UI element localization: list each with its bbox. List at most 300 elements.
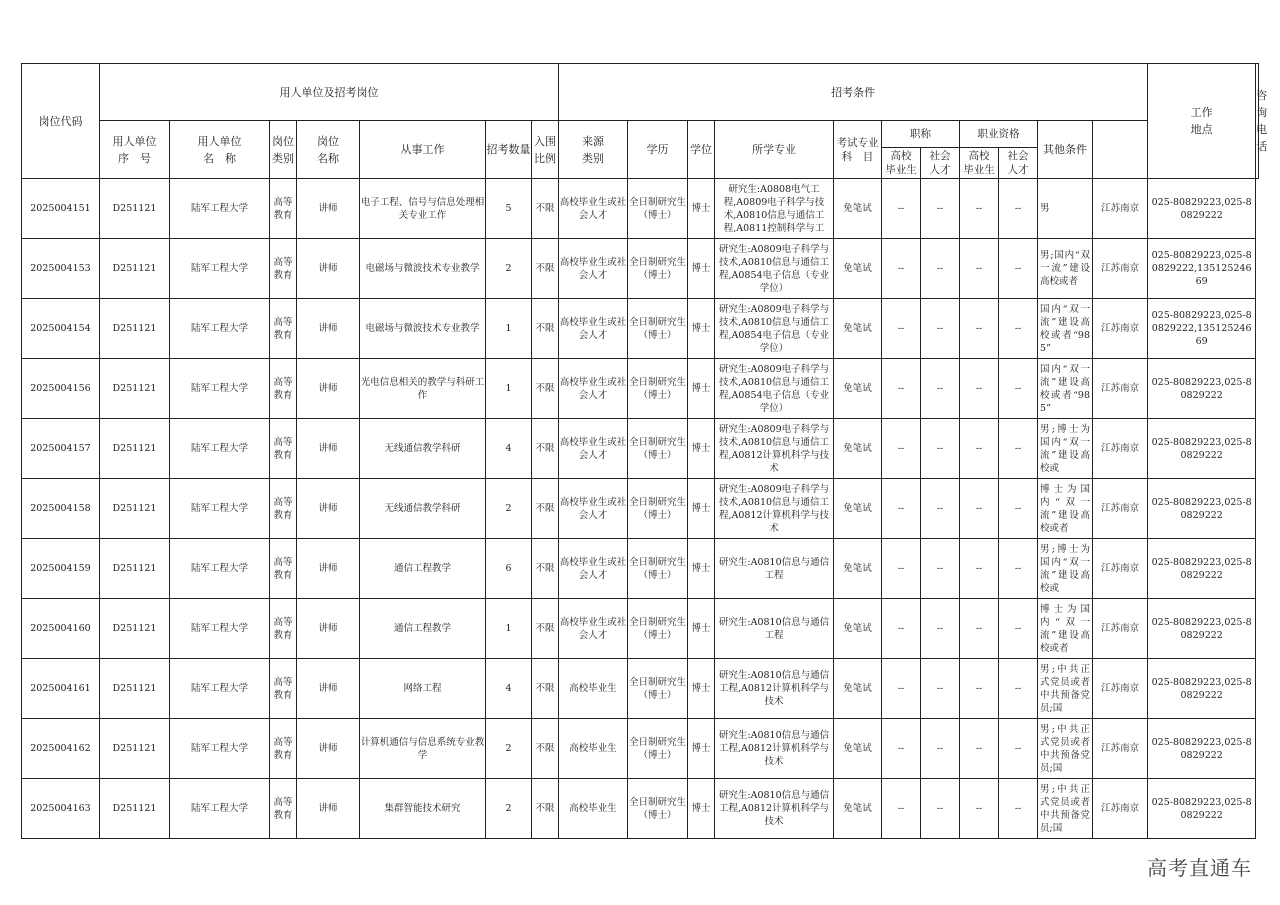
post-type-cell	[270, 239, 297, 299]
source-cell-text: 高校毕业生或社会人才	[559, 616, 627, 641]
degree-cell	[688, 419, 715, 479]
unit-serial-cell-text: D251121	[112, 443, 157, 454]
work-location-cell	[1093, 539, 1148, 599]
major-cell-text: 研究生:A0810信息与通信工程,A0812计算机科学与技术	[718, 730, 830, 767]
title-social-cell	[921, 599, 960, 659]
quota-cell-text: 6	[505, 563, 512, 574]
quota-cell	[486, 359, 532, 419]
major-cell	[715, 659, 834, 719]
quota-cell	[486, 179, 532, 239]
post-type-cell	[270, 179, 297, 239]
unit-serial-cell	[100, 419, 170, 479]
education-cell-text: 全日制研究生（博士）	[629, 736, 687, 761]
post-code-cell-text: 2025004157	[30, 443, 91, 454]
major-cell	[715, 239, 834, 299]
unit-name-cell-text: 陆军工程大学	[190, 683, 248, 694]
header-ratio: 入围 比例	[532, 121, 559, 179]
other-conditions-cell-text: 国内“双一流”建设高校或者“985”	[1040, 363, 1091, 414]
title-grad-cell-text: --	[897, 803, 905, 814]
header-other: 其他条件	[1038, 121, 1093, 179]
work-location-cell	[1093, 299, 1148, 359]
phone-cell	[1148, 419, 1256, 479]
header-post-name: 岗位 名称	[297, 121, 360, 179]
major-cell	[715, 299, 834, 359]
qual-social-cell	[999, 599, 1038, 659]
watermark: 高考直通车	[1147, 856, 1252, 880]
source-cell-text: 高校毕业生或社会人才	[559, 196, 627, 221]
post-code-cell	[22, 539, 100, 599]
title-social-cell-text: --	[936, 683, 944, 694]
post-code-cell-text: 2025004163	[30, 803, 91, 814]
ratio-cell-text: 不限	[535, 803, 555, 814]
qual-social-cell	[999, 659, 1038, 719]
major-cell	[715, 419, 834, 479]
other-conditions-cell-text: 男;中共正式党员或者中共预备党员;国	[1040, 723, 1091, 774]
quota-cell-text: 2	[505, 263, 512, 274]
unit-serial-cell	[100, 479, 170, 539]
post-type-cell	[270, 359, 297, 419]
phone-cell-text: 025-80829223,025-80829222	[1151, 616, 1252, 641]
work-location-cell-text: 江苏南京	[1101, 383, 1140, 394]
post-name-cell-text: 讲师	[318, 743, 338, 754]
table-row	[22, 179, 1259, 239]
degree-cell-text: 博士	[691, 563, 711, 574]
title-grad-cell	[882, 539, 921, 599]
work-location-cell	[1093, 659, 1148, 719]
other-conditions-cell	[1038, 659, 1093, 719]
phone-cell-text: 025-80829223,025-80829222	[1151, 436, 1252, 461]
major-cell-text: 研究生:A0809电子科学与技术,A0810信息与通信工程,A0854电子信息（专业学位）	[718, 363, 830, 414]
title-grad-cell	[882, 659, 921, 719]
title-grad-cell-text: --	[897, 623, 905, 634]
unit-name-cell-text: 陆军工程大学	[190, 263, 248, 274]
qual-social-cell-text: --	[1014, 623, 1022, 634]
education-cell-text: 全日制研究生（博士）	[629, 556, 687, 581]
degree-cell-text: 博士	[691, 803, 711, 814]
quota-cell-text: 2	[505, 503, 512, 514]
unit-serial-cell-text: D251121	[112, 683, 157, 694]
title-social-cell	[921, 779, 960, 839]
unit-name-cell	[170, 419, 270, 479]
qual-social-cell-text: --	[1014, 563, 1022, 574]
qual-grad-cell-text: --	[975, 563, 983, 574]
post-name-cell-text: 讲师	[318, 203, 338, 214]
title-social-cell-text: --	[936, 323, 944, 334]
title-social-cell-text: --	[936, 263, 944, 274]
post-name-cell-text: 讲师	[318, 683, 338, 694]
table-row	[22, 659, 1259, 719]
other-conditions-cell-text: 男;中共正式党员或者中共预备党员;国	[1040, 663, 1091, 714]
qual-grad-cell-text: --	[975, 743, 983, 754]
work-location-cell-text: 江苏南京	[1101, 323, 1140, 334]
post-type-cell	[270, 539, 297, 599]
title-grad-cell	[882, 299, 921, 359]
post-name-cell	[297, 659, 360, 719]
exam-cell-text: 免笔试	[843, 803, 872, 814]
quota-cell-text: 4	[505, 443, 512, 454]
header-title-grad: 高校 毕业生	[882, 148, 921, 179]
ratio-cell	[532, 299, 559, 359]
major-cell	[715, 779, 834, 839]
qual-social-cell-text: --	[1014, 683, 1022, 694]
title-social-cell	[921, 719, 960, 779]
other-conditions-cell	[1038, 719, 1093, 779]
title-social-cell-text: --	[936, 203, 944, 214]
post-code-cell-text: 2025004161	[30, 683, 91, 694]
work-location-cell	[1093, 239, 1148, 299]
qual-social-cell	[999, 419, 1038, 479]
header-unit-serial: 用人单位 序 号	[100, 121, 170, 179]
source-cell-text: 高校毕业生或社会人才	[559, 496, 627, 521]
title-social-cell	[921, 479, 960, 539]
work-cell-text: 通信工程教学	[393, 563, 451, 574]
major-cell	[715, 539, 834, 599]
quota-cell	[486, 659, 532, 719]
quota-cell	[486, 239, 532, 299]
unit-name-cell	[170, 659, 270, 719]
quota-cell	[486, 299, 532, 359]
title-grad-cell	[882, 779, 921, 839]
qual-grad-cell	[960, 719, 999, 779]
ratio-cell	[532, 359, 559, 419]
education-cell	[628, 299, 688, 359]
title-grad-cell-text: --	[897, 563, 905, 574]
exam-cell	[834, 239, 882, 299]
header-exam: 考试专业 科 目	[834, 121, 882, 179]
qual-social-cell	[999, 479, 1038, 539]
title-social-cell	[921, 659, 960, 719]
education-cell	[628, 779, 688, 839]
source-cell-text: 高校毕业生或社会人才	[559, 376, 627, 401]
exam-cell-text: 免笔试	[843, 743, 872, 754]
ratio-cell-text: 不限	[535, 263, 555, 274]
work-location-cell-text: 江苏南京	[1101, 623, 1140, 634]
phone-cell	[1148, 359, 1256, 419]
post-code-cell	[22, 359, 100, 419]
ratio-cell	[532, 239, 559, 299]
post-name-cell	[297, 239, 360, 299]
education-cell-text: 全日制研究生（博士）	[629, 196, 687, 221]
work-location-cell-text: 江苏南京	[1101, 203, 1140, 214]
major-cell	[715, 599, 834, 659]
other-conditions-cell-text: 博士为国内“双一流”建设高校或者	[1040, 483, 1091, 534]
unit-serial-cell-text: D251121	[112, 503, 157, 514]
phone-cell	[1148, 779, 1256, 839]
unit-name-cell-text: 陆军工程大学	[190, 563, 248, 574]
qual-grad-cell-text: --	[975, 263, 983, 274]
qual-social-cell	[999, 299, 1038, 359]
other-conditions-cell-text: 博士为国内“双一流”建设高校或者	[1040, 603, 1091, 654]
exam-cell	[834, 419, 882, 479]
unit-serial-cell	[100, 659, 170, 719]
post-name-cell-text: 讲师	[318, 803, 338, 814]
major-cell-text: 研究生:A0808电气工程,A0809电子科学与技术,A0810信息与通信工程,A0811控制科学与工	[723, 183, 825, 234]
header-phone: 咨询电话	[1256, 64, 1259, 179]
ratio-cell-text: 不限	[535, 383, 555, 394]
title-grad-cell	[882, 419, 921, 479]
unit-name-cell	[170, 299, 270, 359]
title-grad-cell-text: --	[897, 263, 905, 274]
education-cell-text: 全日制研究生（博士）	[629, 316, 687, 341]
title-grad-cell	[882, 479, 921, 539]
title-social-cell-text: --	[936, 743, 944, 754]
quota-cell	[486, 719, 532, 779]
post-name-cell-text: 讲师	[318, 383, 338, 394]
header-employer-group: 用人单位及招考岗位	[100, 64, 559, 121]
ratio-cell	[532, 779, 559, 839]
major-cell-text: 研究生:A0809电子科学与技术,A0810信息与通信工程,A0854电子信息（专业学位）	[718, 243, 830, 294]
major-cell	[715, 359, 834, 419]
quota-cell-text: 2	[505, 803, 512, 814]
header-source: 来源 类别	[559, 121, 628, 179]
degree-cell	[688, 539, 715, 599]
qual-social-cell	[999, 779, 1038, 839]
work-cell-text: 集群智能技术研究	[384, 803, 461, 814]
table-row	[22, 779, 1259, 839]
work-location-cell-text: 江苏南京	[1101, 503, 1140, 514]
qual-social-cell-text: --	[1014, 203, 1022, 214]
degree-cell-text: 博士	[691, 203, 711, 214]
ratio-cell-text: 不限	[535, 323, 555, 334]
quota-cell	[486, 539, 532, 599]
header-qual-grad: 高校 毕业生	[960, 148, 999, 179]
post-code-cell	[22, 479, 100, 539]
degree-cell	[688, 479, 715, 539]
work-cell-text: 电磁场与微波技术专业教学	[365, 263, 480, 274]
title-social-cell-text: --	[936, 623, 944, 634]
header-quota: 招考数量	[486, 121, 532, 179]
work-cell	[360, 479, 486, 539]
phone-cell	[1148, 599, 1256, 659]
exam-cell	[834, 659, 882, 719]
header-work: 从事工作	[360, 121, 486, 179]
work-location-cell	[1093, 419, 1148, 479]
table-row	[22, 479, 1259, 539]
post-name-cell	[297, 719, 360, 779]
source-cell	[559, 659, 628, 719]
ratio-cell-text: 不限	[535, 443, 555, 454]
major-cell-text: 研究生:A0809电子科学与技术,A0810信息与通信工程,A0812计算机科学与技术	[718, 423, 830, 474]
header-degree: 学位	[688, 121, 715, 179]
post-code-cell	[22, 419, 100, 479]
qual-grad-cell	[960, 539, 999, 599]
post-code-cell-text: 2025004160	[30, 623, 91, 634]
quota-cell	[486, 479, 532, 539]
source-cell-text: 高校毕业生	[569, 743, 617, 754]
post-code-cell-text: 2025004153	[30, 263, 91, 274]
unit-serial-cell	[100, 779, 170, 839]
post-code-cell-text: 2025004162	[30, 743, 91, 754]
title-grad-cell-text: --	[897, 503, 905, 514]
post-name-cell	[297, 179, 360, 239]
unit-name-cell	[170, 179, 270, 239]
degree-cell	[688, 239, 715, 299]
work-location-cell	[1093, 359, 1148, 419]
major-cell-text: 研究生:A0810信息与通信工程,A0812计算机科学与技术	[718, 790, 830, 827]
phone-cell-text: 025-80829223,025-80829222	[1151, 196, 1252, 221]
title-social-cell-text: --	[936, 503, 944, 514]
education-cell	[628, 719, 688, 779]
phone-cell-text: 025-80829223,025-80829222,13512524669	[1151, 310, 1252, 347]
exam-cell	[834, 179, 882, 239]
unit-serial-cell-text: D251121	[112, 383, 157, 394]
degree-cell	[688, 719, 715, 779]
title-grad-cell	[882, 719, 921, 779]
work-location-cell-text: 江苏南京	[1101, 743, 1140, 754]
work-cell-text: 通信工程教学	[393, 623, 451, 634]
major-cell-text: 研究生:A0809电子科学与技术,A0810信息与通信工程,A0854电子信息（专业学位）	[718, 303, 830, 354]
other-conditions-cell	[1038, 179, 1093, 239]
exam-cell	[834, 479, 882, 539]
post-name-cell-text: 讲师	[318, 263, 338, 274]
unit-serial-cell	[100, 299, 170, 359]
source-cell-text: 高校毕业生或社会人才	[559, 556, 627, 581]
work-cell-text: 计算机通信与信息系统专业教学	[360, 736, 485, 761]
work-cell	[360, 299, 486, 359]
work-cell-text: 电子工程、信号与信息处理相关专业工作	[360, 196, 485, 221]
title-grad-cell-text: --	[897, 323, 905, 334]
post-type-cell-text: 高等教育	[273, 796, 293, 821]
source-cell	[559, 719, 628, 779]
ratio-cell-text: 不限	[535, 683, 555, 694]
qual-grad-cell-text: --	[975, 203, 983, 214]
header-title-social: 社会 人才	[921, 148, 960, 179]
degree-cell	[688, 779, 715, 839]
header-education: 学历	[628, 121, 688, 179]
unit-serial-cell	[100, 539, 170, 599]
other-conditions-cell	[1038, 359, 1093, 419]
qual-grad-cell	[960, 479, 999, 539]
post-type-cell-text: 高等教育	[273, 556, 293, 581]
table-row	[22, 539, 1259, 599]
title-social-cell	[921, 299, 960, 359]
title-grad-cell	[882, 359, 921, 419]
phone-cell-text: 025-80829223,025-80829222	[1151, 556, 1252, 581]
unit-serial-cell-text: D251121	[112, 743, 157, 754]
education-cell	[628, 179, 688, 239]
post-name-cell-text: 讲师	[318, 623, 338, 634]
degree-cell-text: 博士	[691, 263, 711, 274]
major-cell-text: 研究生:A0810信息与通信工程	[718, 616, 830, 641]
unit-name-cell-text: 陆军工程大学	[190, 443, 248, 454]
work-cell	[360, 179, 486, 239]
header-unit-name: 用人单位 名 称	[170, 121, 270, 179]
title-social-cell-text: --	[936, 803, 944, 814]
qual-grad-cell-text: --	[975, 383, 983, 394]
major-cell	[715, 179, 834, 239]
qual-social-cell-text: --	[1014, 383, 1022, 394]
unit-name-cell	[170, 239, 270, 299]
work-cell	[360, 419, 486, 479]
unit-serial-cell	[100, 719, 170, 779]
exam-cell-text: 免笔试	[843, 323, 872, 334]
post-type-cell	[270, 659, 297, 719]
quota-cell	[486, 779, 532, 839]
post-type-cell	[270, 779, 297, 839]
education-cell	[628, 599, 688, 659]
source-cell-text: 高校毕业生或社会人才	[559, 256, 627, 281]
post-code-cell	[22, 719, 100, 779]
education-cell-text: 全日制研究生（博士）	[629, 496, 687, 521]
post-code-cell-text: 2025004158	[30, 503, 91, 514]
major-cell	[715, 719, 834, 779]
post-type-cell-text: 高等教育	[273, 256, 293, 281]
ratio-cell	[532, 179, 559, 239]
exam-cell-text: 免笔试	[843, 443, 872, 454]
qual-grad-cell-text: --	[975, 323, 983, 334]
qual-grad-cell	[960, 599, 999, 659]
exam-cell-text: 免笔试	[843, 563, 872, 574]
table-row	[22, 719, 1259, 779]
post-name-cell	[297, 359, 360, 419]
post-type-cell	[270, 719, 297, 779]
post-type-cell-text: 高等教育	[273, 736, 293, 761]
phone-cell	[1148, 539, 1256, 599]
education-cell	[628, 419, 688, 479]
degree-cell-text: 博士	[691, 323, 711, 334]
ratio-cell-text: 不限	[535, 203, 555, 214]
title-grad-cell-text: --	[897, 683, 905, 694]
degree-cell	[688, 299, 715, 359]
post-name-cell-text: 讲师	[318, 563, 338, 574]
education-cell	[628, 239, 688, 299]
table-row	[22, 359, 1259, 419]
post-name-cell	[297, 539, 360, 599]
post-name-cell	[297, 419, 360, 479]
exam-cell	[834, 539, 882, 599]
unit-serial-cell-text: D251121	[112, 803, 157, 814]
work-location-cell	[1093, 479, 1148, 539]
other-conditions-cell	[1038, 239, 1093, 299]
degree-cell	[688, 599, 715, 659]
unit-name-cell	[170, 599, 270, 659]
qual-grad-cell-text: --	[975, 623, 983, 634]
title-grad-cell-text: --	[897, 443, 905, 454]
qual-social-cell-text: --	[1014, 803, 1022, 814]
work-cell-text: 电磁场与微波技术专业教学	[365, 323, 480, 334]
qual-grad-cell	[960, 299, 999, 359]
phone-cell-text: 025-80829223,025-80829222,13512524669	[1151, 250, 1252, 287]
qual-grad-cell-text: --	[975, 683, 983, 694]
other-conditions-cell	[1038, 779, 1093, 839]
work-cell	[360, 539, 486, 599]
qual-grad-cell	[960, 659, 999, 719]
other-conditions-cell	[1038, 479, 1093, 539]
degree-cell-text: 博士	[691, 503, 711, 514]
title-social-cell-text: --	[936, 443, 944, 454]
table-header	[22, 64, 1268, 179]
unit-serial-cell	[100, 179, 170, 239]
post-type-cell	[270, 419, 297, 479]
title-grad-cell-text: --	[897, 203, 905, 214]
education-cell-text: 全日制研究生（博士）	[629, 676, 687, 701]
source-cell-text: 高校毕业生	[569, 803, 617, 814]
post-type-cell-text: 高等教育	[273, 496, 293, 521]
qual-social-cell	[999, 359, 1038, 419]
qual-grad-cell-text: --	[975, 443, 983, 454]
unit-serial-cell	[100, 239, 170, 299]
phone-cell-text: 025-80829223,025-80829222	[1151, 796, 1252, 821]
source-cell	[559, 419, 628, 479]
quota-cell-text: 4	[505, 683, 512, 694]
ratio-cell-text: 不限	[535, 623, 555, 634]
exam-cell-text: 免笔试	[843, 623, 872, 634]
work-location-cell	[1093, 179, 1148, 239]
title-social-cell	[921, 359, 960, 419]
exam-cell	[834, 299, 882, 359]
title-social-cell-text: --	[936, 563, 944, 574]
unit-serial-cell-text: D251121	[112, 623, 157, 634]
